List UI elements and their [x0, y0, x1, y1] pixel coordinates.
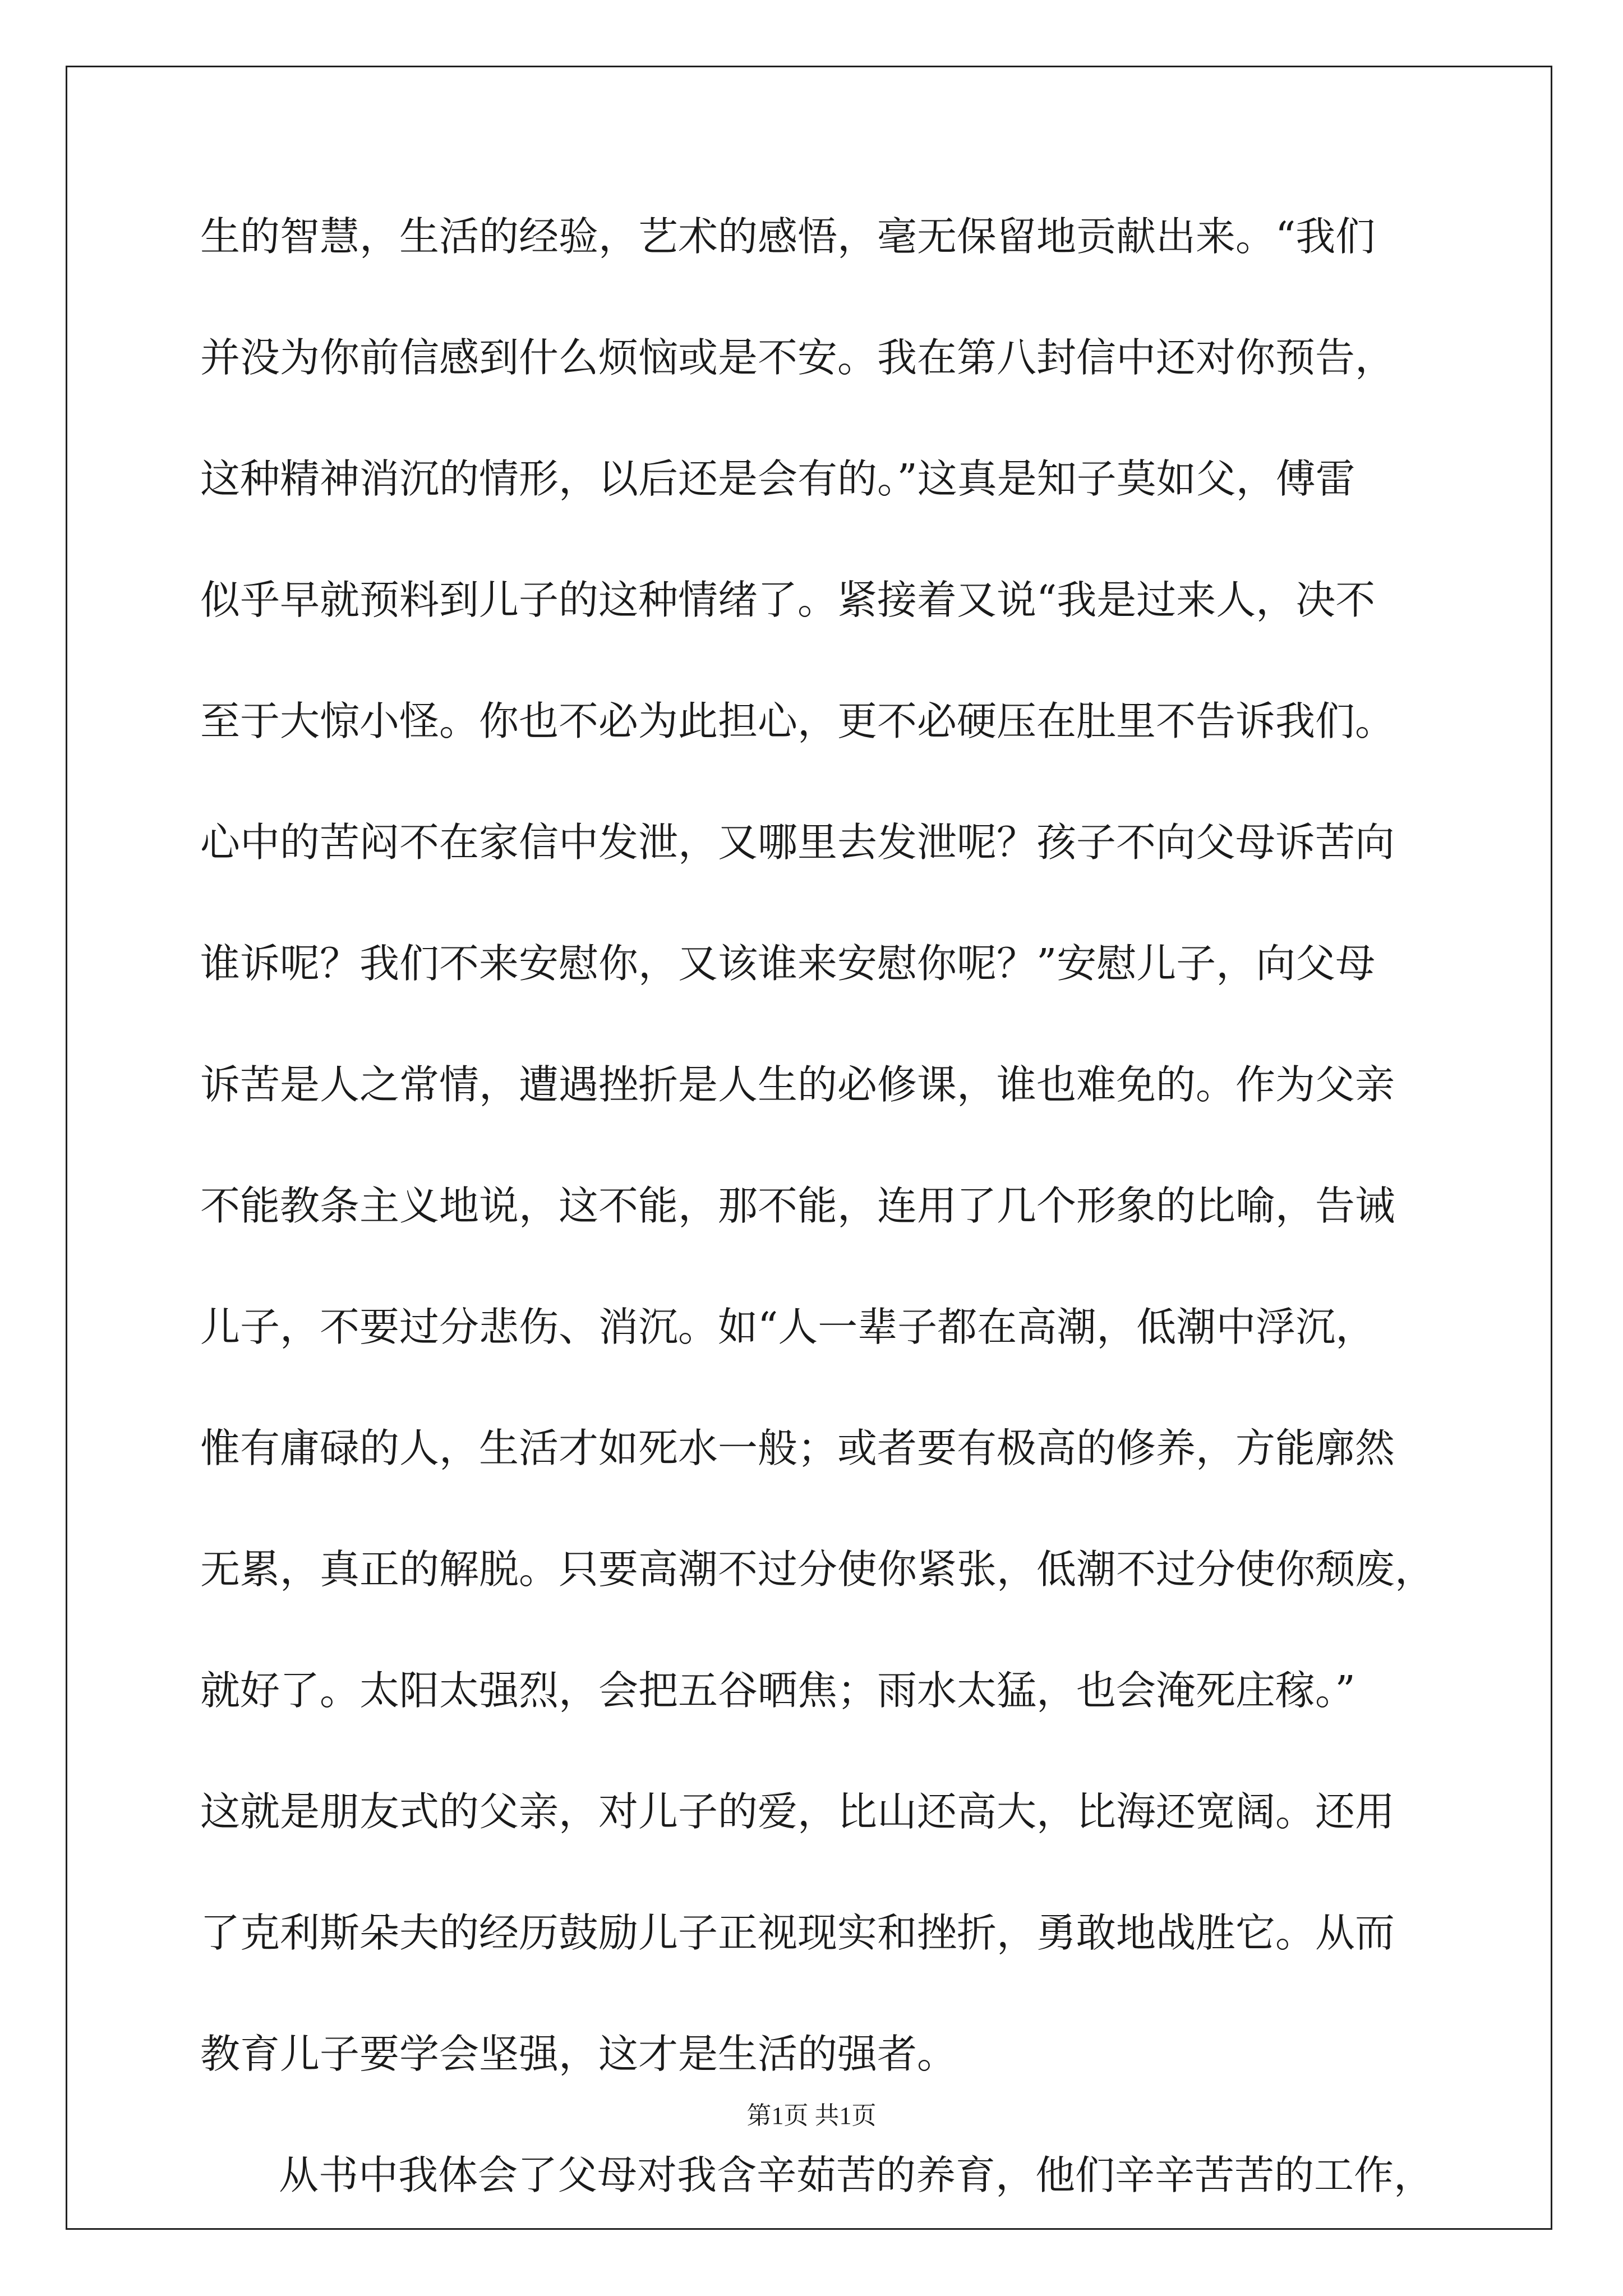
text-line-10: 儿子，不要过分悲伤、消沉。如“人一辈子都在高潮，低潮中浮沉，: [200, 1304, 1376, 1350]
text-line-16: 教育儿子要学会坚强，这才是生活的强者。: [200, 2031, 957, 2077]
text-line-14: 这就是朋友式的父亲，对儿子的爱，比山还高大，比海还宽阔。还用: [200, 1788, 1395, 1835]
text-line-15: 了克利斯朵夫的经历鼓励儿子正视现实和挫折，勇敢地战胜它。从而: [200, 1910, 1395, 1956]
text-line-2: 并没为你前信感到什么烦恼或是不安。我在第八封信中还对你预告，: [200, 334, 1395, 381]
text-line-7: 谁诉呢？我们不来安慰你，又该谁来安慰你呢？”安慰儿子，向父母: [200, 940, 1376, 987]
text-line-9: 不能教条主义地说，这不能，那不能，连用了几个形象的比喻，告诫: [200, 1182, 1395, 1229]
paragraph-start-line: 从书中我体会了父母对我含辛茹苦的养育，他们辛辛苦苦的工作，: [279, 2152, 1434, 2198]
text-line-6: 心中的苦闷不在家信中发泄，又哪里去发泄呢？孩子不向父母诉苦向: [200, 819, 1395, 866]
text-line-3: 这种精神消沉的情形，以后还是会有的。”这真是知子莫如父，傅雷: [200, 455, 1355, 502]
text-line-13: 就好了。太阳太强烈，会把五谷晒焦；雨水太猛，也会淹死庄稼。”: [200, 1667, 1355, 1714]
text-line-1: 生的智慧，生活的经验，艺术的感悟，毫无保留地贡献出来。“我们: [200, 213, 1376, 260]
document-body: [200, 209, 1456, 2269]
text-line-11: 惟有庸碌的人，生活才如死水一般；或者要有极高的修养，方能廓然: [200, 1425, 1395, 1471]
text-line-5: 至于大惊小怪。你也不必为此担心，更不必硬压在肚里不告诉我们。: [200, 698, 1395, 744]
text-line-8: 诉苦是人之常情，遭遇挫折是人生的必修课，谁也难免的。作为父亲: [200, 1061, 1395, 1108]
page-number-footer: 第1页 共1页: [746, 2102, 877, 2129]
text-line-12: 无累，真正的解脱。只要高潮不过分使你紧张，低潮不过分使你颓废，: [200, 1546, 1435, 1593]
text-line-4: 似乎早就预料到儿子的这种情绪了。紧接着又说“我是过来人，决不: [200, 577, 1376, 623]
